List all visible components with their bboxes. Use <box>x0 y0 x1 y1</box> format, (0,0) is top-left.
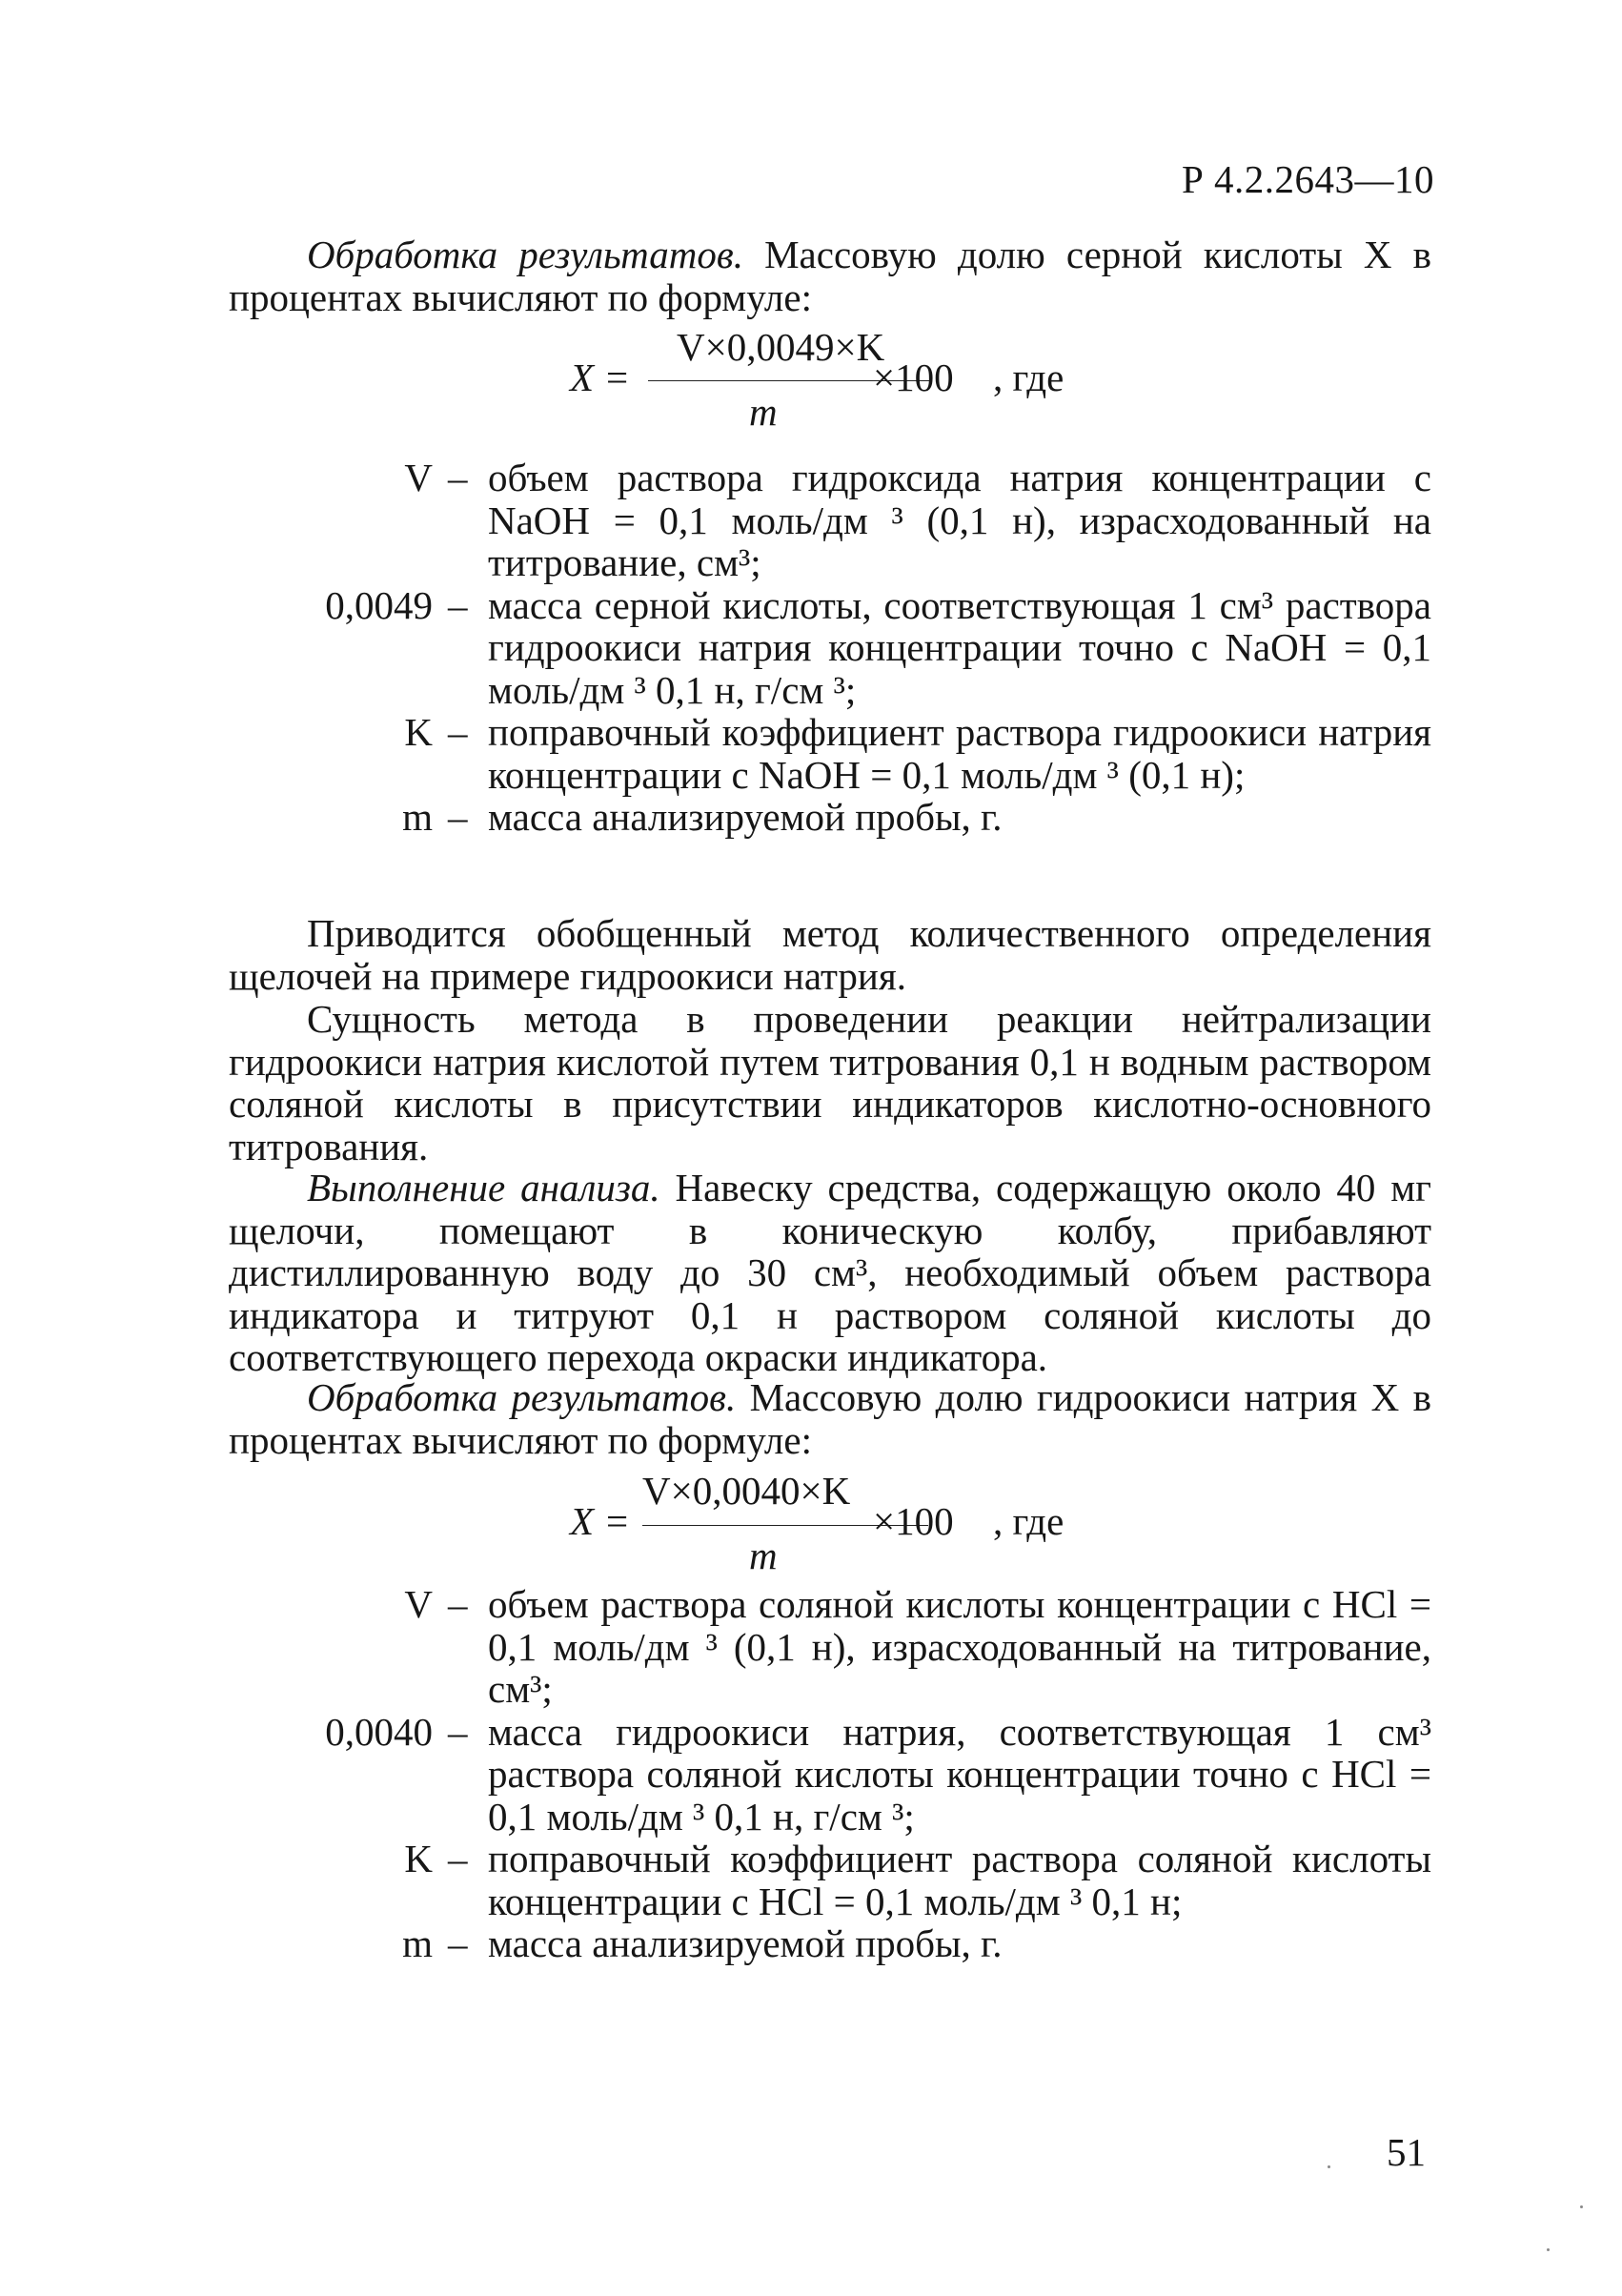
definition-text: масса анализируемой пробы, г. <box>488 1921 1003 1965</box>
definition-dash: – <box>448 582 468 627</box>
definition-symbol: m <box>402 1921 433 1965</box>
definition-item <box>229 457 1431 584</box>
definition-text: объем раствора соляной кислоты концентрации с HCl = 0,1 моль/дм ³ (0,1 н), израсходованный на титрование, см³; <box>488 1582 1431 1711</box>
formula-equals: = <box>606 1499 629 1543</box>
formula-denominator: m <box>749 390 778 434</box>
definition-symbol: 0,0049 <box>325 582 433 627</box>
definition-item <box>229 1711 1431 1839</box>
definition-text: поправочный коэффициент раствора соляной кислоты концентрации с HCl = 0,1 моль/дм ³ 0,1 н; <box>488 1837 1431 1923</box>
definition-text: масса гидроокиси натрия, соответствующая 1 см³ раствора соляной кислоты концентрации точно с HCl = 0,1 моль/дм ³ 0,1 н, г/см ³; <box>488 1709 1431 1839</box>
definition-dash: – <box>448 710 468 754</box>
method-intro-paragraph: Приводится обобщенный метод количественного определения щелочей на примере гидроокиси натрия. <box>229 911 1431 998</box>
definition-item <box>229 1838 1431 1922</box>
paragraph-text: Массовую долю гидроокиси натрия X в процентах вычисляют по формуле: <box>229 1375 1431 1462</box>
formula-where: , где <box>993 1499 1064 1543</box>
section-heading-italic: Выполнение анализа. <box>307 1166 660 1209</box>
definition-text: масса анализируемой пробы, г. <box>488 795 1003 839</box>
definition-dash: – <box>448 1709 468 1754</box>
formula-multiplier: ×100 <box>873 356 954 399</box>
definition-item <box>229 1583 1431 1711</box>
scan-speck <box>1547 2248 1550 2251</box>
definition-text: поправочный коэффициент раствора гидроокиси натрия концентрации с NaOH = 0,1 моль/дм ³ (0,1 н); <box>488 710 1431 797</box>
formula-numerator: V×0,0049×K <box>677 325 885 369</box>
paragraph-text: Массовую долю серной кислоты X в процентах вычисляют по формуле: <box>229 233 1431 319</box>
formula-multiplier: ×100 <box>873 1499 954 1543</box>
analysis-paragraph <box>229 1167 1431 1379</box>
scan-speck <box>1328 2165 1330 2168</box>
document-code: Р 4.2.2643—10 <box>1182 157 1435 201</box>
definition-symbol: 0,0040 <box>325 1709 433 1754</box>
definition-dash: – <box>448 1582 468 1626</box>
section-heading-italic: Обработка результатов. <box>307 1375 737 1419</box>
definitions-list-2 <box>229 1583 1431 1965</box>
section-heading-italic: Обработка результатов. <box>307 233 743 276</box>
paragraph-text: Навеску средства, содержащую около 40 мг щелочи, помещают в коническую колбу, прибавляют дистиллированную воду до 30 см³, необходимый объем раствора индикатора и титруют 0,1 н раствором соляной кислоты до соответствующего перехода окраски индикатора. <box>229 1166 1431 1379</box>
definition-item <box>229 796 1431 839</box>
definition-symbol: V <box>404 1582 433 1626</box>
definition-symbol: V <box>404 456 433 499</box>
formula-where: , где <box>993 356 1064 399</box>
results-paragraph-2 <box>229 1376 1431 1461</box>
page-number: 51 <box>1387 2130 1426 2174</box>
formula-sulfuric-acid <box>562 325 1096 448</box>
definition-symbol: K <box>404 710 433 754</box>
definition-item <box>229 584 1431 712</box>
formula-numerator: V×0,0040×K <box>642 1469 851 1513</box>
definition-dash: – <box>448 456 468 499</box>
results-paragraph-1 <box>229 234 1431 318</box>
definition-item <box>229 711 1431 796</box>
definition-dash: – <box>448 1837 468 1880</box>
formula-equals: = <box>606 356 629 399</box>
definition-text: масса серной кислоты, соответствующая 1 см³ раствора гидроокиси натрия концентрации точно с NaOH = 0,1 моль/дм ³ 0,1 н, г/см ³; <box>488 582 1431 712</box>
definition-dash: – <box>448 1921 468 1965</box>
definition-symbol: K <box>404 1837 433 1880</box>
formula-variable: X <box>570 1499 595 1543</box>
definition-dash: – <box>448 795 468 839</box>
definition-symbol: m <box>402 795 433 839</box>
scan-speck <box>1580 2205 1583 2208</box>
definition-item <box>229 1922 1431 1965</box>
method-essence-paragraph: Сущность метода в проведении реакции нейтрализации гидроокиси натрия кислотой путем титрования 0,1 н водным раствором соляной кислоты в присутствии индикаторов кислотно-основного титрования. <box>229 997 1431 1168</box>
formula-variable: X <box>570 356 595 399</box>
definition-text: объем раствора гидроксида натрия концентрации с NaOH = 0,1 моль/дм ³ (0,1 н), израсходованный на титрование, см³; <box>488 456 1431 584</box>
definitions-list-1 <box>229 457 1431 839</box>
formula-denominator: m <box>749 1534 778 1577</box>
formula-sodium-hydroxide <box>562 1469 1096 1592</box>
